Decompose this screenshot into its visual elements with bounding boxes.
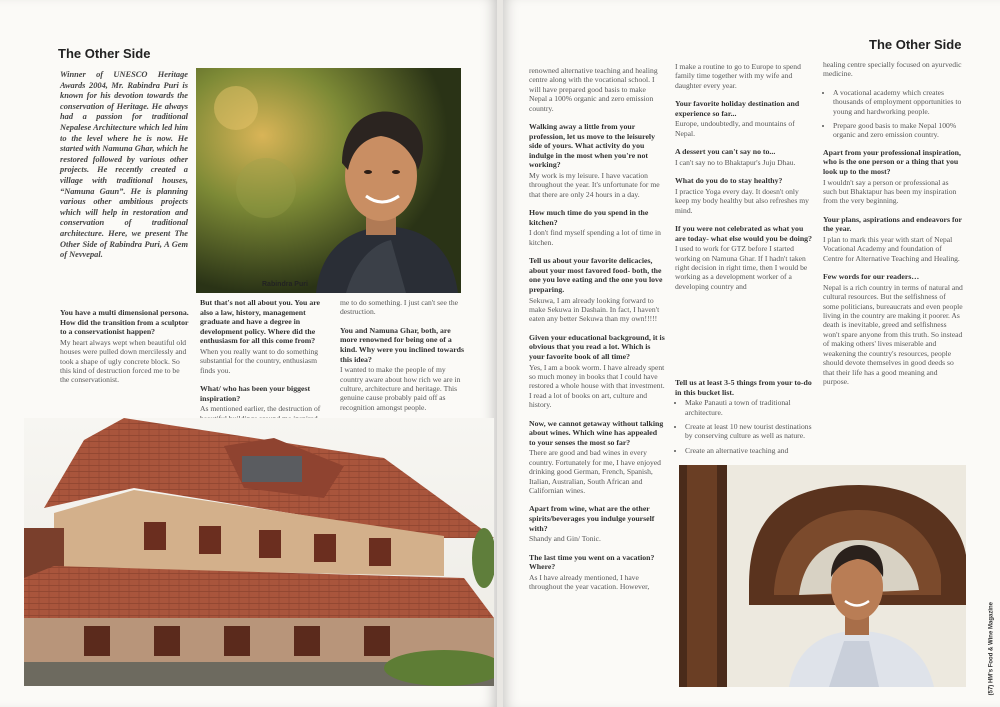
continued-text: I make a routine to go to Europe to spend family time together with my wife and daughter every year. (675, 62, 801, 90)
answer: As I have already mentioned, I have throughout the year vacation. However, (529, 572, 650, 592)
left-column-2 (200, 298, 328, 432)
continued-text: healing centre specially focused on ayurvedic medicine. (823, 60, 962, 79)
answer: As mentioned earlier, the destruction of (200, 404, 321, 414)
answer: I plan to mark this year with start of Nepal Vocational Academy and foundation of Centre for Alternative Teaching and Healing. (823, 235, 960, 263)
question: Your plans, aspirations and endeavors for the year. (823, 214, 962, 234)
question: You have a multi dimensional persona. How did the transition from a sculptor to a conservationist happen? (60, 308, 189, 337)
list-item: • Create an alternative teaching and (685, 446, 815, 455)
question: You and Namuna Ghar, both, are more renowned for being one of a kind. Why were you inclined towards this idea? (340, 325, 465, 364)
bucket-list-items (675, 398, 815, 455)
question: Apart from wine, what are the other spirits/beverages you indulge yourself with? (529, 504, 655, 533)
footer-vertical-label: (57) HM's Food & Wine Magazine (988, 602, 994, 696)
answer: I wanted to make the people of my country aware about how rich we are in culture, architecture and heritage. This genuine cause probably paid off as recognition amongst people. (340, 365, 461, 412)
answer: I don't find myself spending a lot of time in kitchen. (529, 228, 661, 247)
right-page-title: The Other Side (869, 37, 962, 52)
right-column-3 (823, 60, 963, 395)
list-item: • A vocational academy which creates thousands of employment opportunities to young and hardworking people. (833, 88, 963, 116)
list-item: • Make Panauti a town of traditional architecture. (685, 398, 815, 417)
answer: There are good and bad wines in every country. Fortunately for me, I have enjoyed drinking good German, French, Spanish, Italian, Australian, South African and Californian wines. (529, 448, 661, 496)
question: Apart from your professional inspiration, who is the one person or a thing that you look up to the most? (823, 147, 961, 177)
answer: My heart always wept when beautiful old houses were pulled down mercilessly and took a shape of ugly concrete block. So this kind of destruction forced me to be the conservationist. (60, 337, 187, 385)
answer: When you really want to do something substantial for the country, enthusiasm finds you. (200, 346, 319, 375)
bucket-list (675, 378, 815, 460)
answer: I can't say no to Bhaktapur's Juju Dhau. (675, 157, 796, 167)
photo-caption: Rabindra Puri (262, 281, 308, 288)
intro-paragraph: Winner of UNESCO Heritage Awards 2004, Mr. Rabindra Puri is known for his devotion towards the conservation of Heritage. He always had a passion for traditional Nepalese Architecture which led him to the level where he is now. He started with Namuna Ghar, which he restored followed by various other projects. He recently created a village with traditional houses, “Namuna Gaun”. He is planning various other ambitious projects which will help in restoration and conservation of traditional architecture. Here, we present The Other Side of Rabindra Puri, A Gem of Nevvepal. (60, 70, 188, 260)
answer: I practice Yoga every day. It doesn't only keep my body healthy but also refreshes my mind. (675, 186, 809, 215)
answer: Shandy and Gin/ Tonic. (529, 534, 601, 544)
carving-illustration (679, 465, 966, 687)
left-page-title: The Other Side (58, 46, 151, 61)
left-page (0, 0, 497, 707)
left-column-1 (60, 308, 190, 394)
answer: Yes, I am a book worm. I have already spent so much money in books that I could have restored a whole house with that investment. I read a lot of books on art, culture and history. (529, 362, 665, 410)
house-photo (24, 418, 494, 686)
portrait-illustration (196, 68, 461, 293)
right-column-1 (529, 66, 665, 601)
question: What/ who has been your biggest inspiration? (200, 384, 311, 403)
question: Your favorite holiday destination and experience so far... (675, 99, 800, 118)
question: Now, we cannot getaway without talking about wines. Which wine has appealed to your senses the most so far? (529, 418, 664, 447)
bucket-list-continued (823, 88, 963, 140)
question: A dessert you can't say no to... (675, 147, 776, 157)
answer: I used to work for GTZ before I started working on Namuna Ghar. If I hadn't taken right decision in right time, then I would be working as a development worker of a developing country and (675, 244, 808, 291)
question: Tell us at least 3-5 things from your to-do in this bucket list. (675, 378, 812, 397)
question: Given your educational background, it is obvious that you read a lot. Which is your favorite book of all time? (529, 332, 665, 361)
house-illustration (24, 418, 494, 686)
question: If you were not celebrated as what you are today- what else would you be doing? (675, 224, 812, 243)
continued-text: renowned alternative teaching and healing centre along with the vocational school. I will have prepared good basis to make Nepal a 100% organic and zero emission country. (529, 66, 658, 113)
right-column-2 (675, 62, 815, 332)
question: Walking away a little from your profession, let us move to the leisurely side of yours. What activity do you indulge in the most when you're not working? (529, 122, 655, 170)
right-page (503, 0, 1000, 707)
question: What do you do to stay healthy? (675, 176, 783, 186)
portrait-photo (196, 68, 461, 293)
question: But that's not all about you. You are also a law, history, management graduate and have a degree in development policy. Where did the enthusiasm for all this come from? (200, 298, 321, 346)
answer: Nepal is a rich country in terms of natural and cultural resources. But the selfishness of some politicians, bureaucrats and even people living in the country are making it poorer. As death is inevitable, greed and selfishness won't spare anyone from this truth. So instead of making others' lives miserable and weakening the country's resources, people should devote themselves in good deeds so that their life has a good meaning and purpose. (823, 282, 963, 386)
answer: My work is my leisure. I have vacation throughout the year. It's unfortunate for me that there are only 24 hours in a day. (529, 171, 660, 199)
answer: Sekuwa, I am already looking forward to make Sekuwa in Dashain. In fact, I haven't eaten any better Sekuwa than my own!!!!! (529, 295, 660, 324)
answer: I wouldn't say a person or professional as such but Bhaktapur has been my inspiration from the very beginning. (823, 177, 957, 206)
answer: Europe, undoubtedly, and mountains of Nepal. (675, 119, 795, 138)
list-item: • Create at least 10 new tourist destinations by conserving culture as well as nature. (685, 422, 815, 441)
question: The last time you went on a vacation? Where? (529, 552, 655, 572)
list-item: • Prepare good basis to make Nepal 100% organic and zero emission country. (833, 121, 963, 140)
question: Tell us about your favorite delicacies, about your most favored food- both, the one you love eating and the one you love preparing. (529, 256, 663, 294)
carving-photo (679, 465, 966, 687)
question: Few words for our readers… (823, 272, 920, 282)
question: How much time do you spend in the kitchen? (529, 208, 649, 227)
continued-text: me to do something. I just can't see the destruction. (340, 298, 458, 317)
